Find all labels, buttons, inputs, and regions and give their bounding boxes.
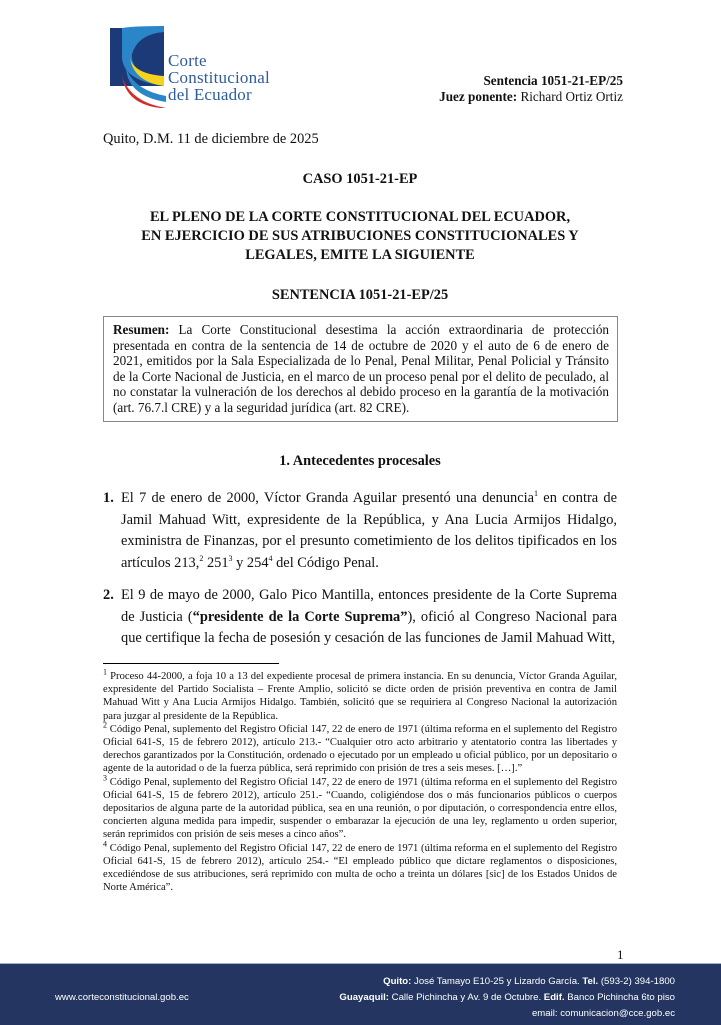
footnote-number: 3 (103, 773, 107, 783)
footnote-number: 2 (103, 720, 107, 730)
footnote (103, 720, 617, 776)
footnote-ref[interactable]: 4 (268, 553, 273, 563)
page-number: 1 (617, 947, 624, 962)
court-name (168, 52, 270, 103)
label: Guayaquil: (339, 992, 389, 1003)
text: en contra de Jamil Mahuad Witt, expresidente de la República, y Ana Lucia Armijos Hidalgo, exministra de Finanzas, por el presunto cometimiento de los delitos tipificados en los artículos 213, (121, 490, 617, 571)
case-title: CASO 1051-21-EP (302, 171, 418, 187)
footnote (103, 667, 617, 723)
defined-term: “presidente de la Corte Suprema” (192, 608, 408, 625)
paragraph-body (121, 585, 617, 650)
summary-box (103, 316, 618, 422)
sentencia-title: SENTENCIA 1051-21-EP/25 (271, 287, 449, 303)
sentencia-number: Sentencia 1051-21-EP/25 (483, 73, 623, 88)
page-footer (0, 963, 721, 1025)
footnotes (103, 667, 617, 894)
paragraph-1 (103, 488, 617, 574)
court-name-line-1: Corte (168, 51, 207, 70)
court-name-line-2: Constitucional (168, 68, 270, 87)
section-title: 1. Antecedentes procesales (279, 453, 441, 469)
juez-name: Richard Ortiz Ortiz (520, 89, 623, 104)
header-meta (439, 73, 623, 105)
text: Banco Pichincha 6to piso (564, 992, 675, 1003)
juez-label: Juez ponente: (439, 89, 518, 104)
label: Edif. (543, 992, 565, 1003)
footnote-number: 1 (103, 667, 107, 677)
footnote-divider (103, 663, 279, 664)
footer-email[interactable]: email: comunicacion@cce.gob.ec (531, 1008, 675, 1019)
text: 251 (203, 554, 229, 571)
quito-address (339, 974, 675, 990)
text: del Código Penal. (272, 554, 379, 571)
footnote-text: Proceso 44-2000, a foja 10 a 13 del expediente procesal de primera instancia. En su denuncia, Víctor Granda Aguilar, expresidente del Partido Socialista – Frente Amplio, solicitó se dicte orden de prisión preventiva en contra de Jamil Mahuad Witt y Ana Lucia Armijos Hidalgo. También, solicitó que se requiriera al Congreso Nacional la autorización para juzgar al presidente de la República. (103, 671, 617, 722)
summary-text: La Corte Constitucional desestima la acción extraordinaria de protección presentada en contra de la sentencia de 14 de octubre de 2020 y el auto de 6 de enero de 2021, emitidos por la Sala Especializada de lo Penal, Penal Militar, Penal Policial y Tránsito de la Corte Nacional de Justicia, en el marco de un proceso penal por el delito de peculado, al no constatar la vulneración de los derechos al debido proceso en la garantía de la motivación (art. 76.7.l CRE) y a la seguridad jurídica (art. 82 CRE). (113, 322, 610, 415)
footnote (103, 773, 617, 842)
label: Tel. (582, 976, 599, 987)
pleno-line: EL PLENO DE LA CORTE CONSTITUCIONAL DEL ECUADOR, (149, 209, 571, 225)
pleno-line: EN EJERCICIO DE SUS ATRIBUCIONES CONSTITUCIONALES Y (141, 228, 579, 244)
court-name-line-3: del Ecuador (168, 85, 252, 104)
text: ), ofició al Congreso Nacional para que certifique la fecha de posesión y cesación de las funciones de Jamil Mahuad Witt, (121, 608, 617, 646)
paragraph-number: 1. (103, 490, 114, 506)
text: El 9 de mayo de 2000, Galo Pico Mantilla, entonces presidente de la Corte Suprema de Justicia ( (121, 587, 617, 625)
guayaquil-address (339, 990, 675, 1006)
text: Calle Pichincha y Av. 9 de Octubre. (388, 992, 544, 1003)
paragraph-2 (103, 585, 617, 650)
footnote-number: 4 (103, 839, 107, 849)
label: Quito: (383, 976, 412, 987)
footnote-text: Código Penal, suplemento del Registro Oficial 147, 22 de enero de 1971 (última reforma en el suplemento del Registro Oficial 641-S, 15 de febrero 2012), artículo 251.- “Cuando, coligiéndose dos o más funcionarios públicos o cuerpos depositarios de alguna parte de la autoridad pública, sea en una reunión, o por diputación, o correspondencia entre ellos, concierten alguna medida para impedir, suspender o embarazar la ejecución de una ley, reglamento u orden superior, serán reprimidos con prisión de seis meses a cinco años”. (103, 776, 617, 841)
paragraph-number: 2. (103, 587, 114, 603)
pleno-line: LEGALES, EMITE LA SIGUIENTE (245, 247, 475, 263)
text: El 7 de enero de 2000, Víctor Granda Aguilar presentó una denuncia (121, 490, 535, 506)
footnote-ref[interactable]: 2 (199, 553, 204, 563)
summary-label: Resumen: (113, 322, 170, 337)
phone: (593-2) 394-1800 (598, 976, 675, 987)
text: José Tamayo E10-25 y Lizardo García. (411, 976, 583, 987)
pleno-heading (103, 208, 617, 265)
footnote-ref[interactable]: 1 (534, 489, 539, 499)
website-link[interactable]: www.corteconstitucional.gob.ec (55, 992, 189, 1003)
footnote-ref[interactable]: 3 (228, 553, 233, 563)
footer-addresses (339, 974, 675, 1022)
document-date: Quito, D.M. 11 de diciembre de 2025 (103, 131, 319, 147)
text: y 254 (232, 554, 269, 571)
paragraph-body (121, 488, 617, 574)
footnote-text: Código Penal, suplemento del Registro Oficial 147, 22 de enero de 1971 (última reforma en el suplemento del Registro Oficial 641-S, 15 de febrero 2012), artículo 213.- “Cualquier otro acto arbitrario y atentatorio contra las libertades y derechos garantizados por la Constitución, ordenado o ejecutado por un empleado u oficial público, por un depositario o agente de la autoridad o de la fuerza pública, será reprimido con prisión de tres a seis meses. […].” (103, 723, 617, 775)
footnote (103, 839, 617, 895)
footnote-text: Código Penal, suplemento del Registro Oficial 147, 22 de enero de 1971 (última reforma en el suplemento del Registro Oficial 641-S, 15 de febrero 2012), artículo 254.- “El empleado público que dictare reglamentos o disposiciones, excediéndose de sus atribuciones, será reprimido con multa de ocho a treinta un dólares [sic] de los Estados Unidos de Norte América”. (103, 842, 617, 894)
